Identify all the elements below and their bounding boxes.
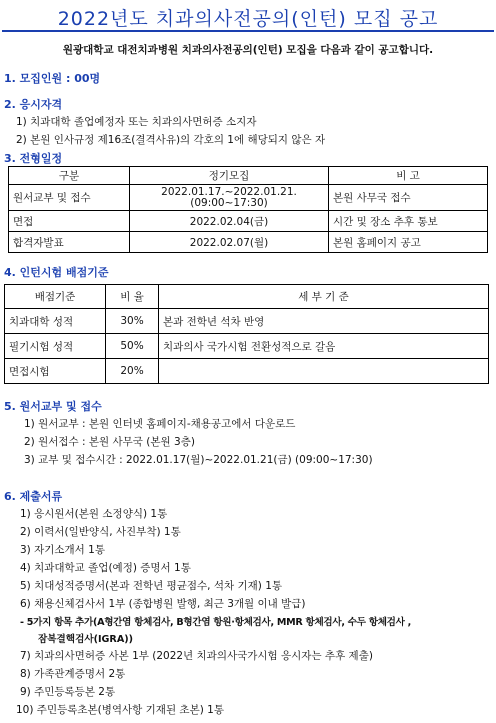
s6-item-6-note-line1: - 5가지 항목 추가(A형간염 항체검사, B형간염 항원·항체검사, MMR 항체검사, 수두 항체검사 , — [20, 617, 411, 628]
s6-item-6: 6) 채용신체검사서 1부 (종합병원 발행, 최근 3개월 이내 발급) — [20, 598, 306, 610]
schedule-row-1-date-line2: (09:00~17:30) — [190, 196, 268, 209]
s5-item-3: 3) 교부 및 접수시간 : 2022.01.17(월)~2022.01.21(금) (09:00~17:30) — [24, 454, 373, 466]
scoring-row-3-ratio: 20% — [106, 359, 159, 384]
section-4-heading: 4. 인턴시험 배점기준 — [4, 266, 109, 279]
scoring-row-2-ratio: 50% — [106, 334, 159, 359]
schedule-row-3-note: 본원 홈페이지 공고 — [329, 232, 488, 253]
schedule-row-3-category: 합격자발표 — [9, 232, 130, 253]
scoring-row-1-detail: 본과 전학년 석차 반영 — [159, 309, 489, 334]
scoring-table — [4, 284, 489, 384]
schedule-header-regular: 정기모집 — [130, 167, 329, 185]
scoring-row-3-detail — [159, 359, 489, 384]
scoring-header-ratio: 비 율 — [106, 285, 159, 309]
s6-item-8: 8) 가족관계증명서 2통 — [20, 668, 126, 680]
scoring-row-2-criteria: 필기시험 성적 — [5, 334, 106, 359]
schedule-row-1-category: 원서교부 및 접수 — [9, 185, 130, 211]
title-underline — [2, 30, 494, 32]
s6-item-1: 1) 응시원서(본원 소정양식) 1통 — [20, 508, 168, 520]
scoring-row-2-detail: 치과의사 국가시험 전환성적으로 갈음 — [159, 334, 489, 359]
s6-item-10: 10) 주민등록초본(병역사항 기재된 초본) 1통 — [16, 704, 224, 716]
s6-item-6-note-line2: 잠복결핵검사(IGRA)) — [38, 634, 134, 645]
schedule-header-note: 비 고 — [329, 167, 488, 185]
s6-item-4: 4) 치과대학교 졸업(예정) 증명서 1통 — [20, 562, 191, 574]
s6-item-3: 3) 자기소개서 1통 — [20, 544, 105, 556]
scoring-row-3-criteria: 면접시험 — [5, 359, 106, 384]
scoring-row-1-criteria: 치과대학 성적 — [5, 309, 106, 334]
scoring-row-1-ratio: 30% — [106, 309, 159, 334]
page-title: 2022년도 치과의사전공의(인턴) 모집 공고 — [57, 8, 439, 30]
s6-item-9: 9) 주민등록등본 2통 — [20, 686, 116, 698]
schedule-row-1-note: 본원 사무국 접수 — [329, 185, 488, 211]
intro-text: 원광대학교 대전치과병원 치과의사전공의(인턴) 모집을 다음과 같이 공고합니다. — [62, 44, 434, 56]
section-6-heading: 6. 제출서류 — [4, 490, 63, 503]
s2-item-2: 2) 본원 인사규정 제16조(결격사유)의 각호의 1에 해당되지 않은 자 — [16, 134, 326, 146]
section-3-heading: 3. 전형일정 — [4, 152, 63, 165]
s6-item-5: 5) 치대성적증명서(본과 전학년 평균점수, 석차 기재) 1통 — [20, 580, 283, 592]
schedule-row-3-date: 2022.02.07(월) — [130, 232, 329, 253]
section-1-value: 00명 — [74, 72, 101, 85]
s2-item-1: 1) 치과대학 졸업예정자 또는 치과의사면허증 소지자 — [16, 116, 257, 128]
section-1-heading — [4, 70, 100, 86]
schedule-row-1-date — [130, 185, 329, 211]
section-5-heading: 5. 원서교부 및 접수 — [4, 400, 102, 413]
s6-item-2: 2) 이력서(일반양식, 사진부착) 1통 — [20, 526, 181, 538]
schedule-row-2-category: 면접 — [9, 211, 130, 232]
schedule-row-2-note: 시간 및 장소 추후 통보 — [329, 211, 488, 232]
schedule-header-category: 구분 — [9, 167, 130, 185]
s6-item-7: 7) 치과의사면허증 사본 1부 (2022년 치과의사국가시험 응시자는 추후 제출) — [20, 650, 373, 662]
schedule-row-1-date-line1: 2022.01.17.~2022.01.21. — [161, 185, 297, 198]
section-2-heading: 2. 응시자격 — [4, 98, 63, 111]
s5-item-1: 1) 원서교부 : 본원 인터넷 홈페이지-채용공고에서 다운로드 — [24, 418, 296, 430]
s5-item-2: 2) 원서접수 : 본원 사무국 (본원 3층) — [24, 436, 195, 448]
scoring-header-criteria: 배점기준 — [5, 285, 106, 309]
section-1-label: 1. 모집인원 : — [4, 72, 75, 85]
schedule-row-2-date: 2022.02.04(금) — [130, 211, 329, 232]
schedule-table — [8, 166, 488, 253]
scoring-header-detail: 세 부 기 준 — [159, 285, 489, 309]
